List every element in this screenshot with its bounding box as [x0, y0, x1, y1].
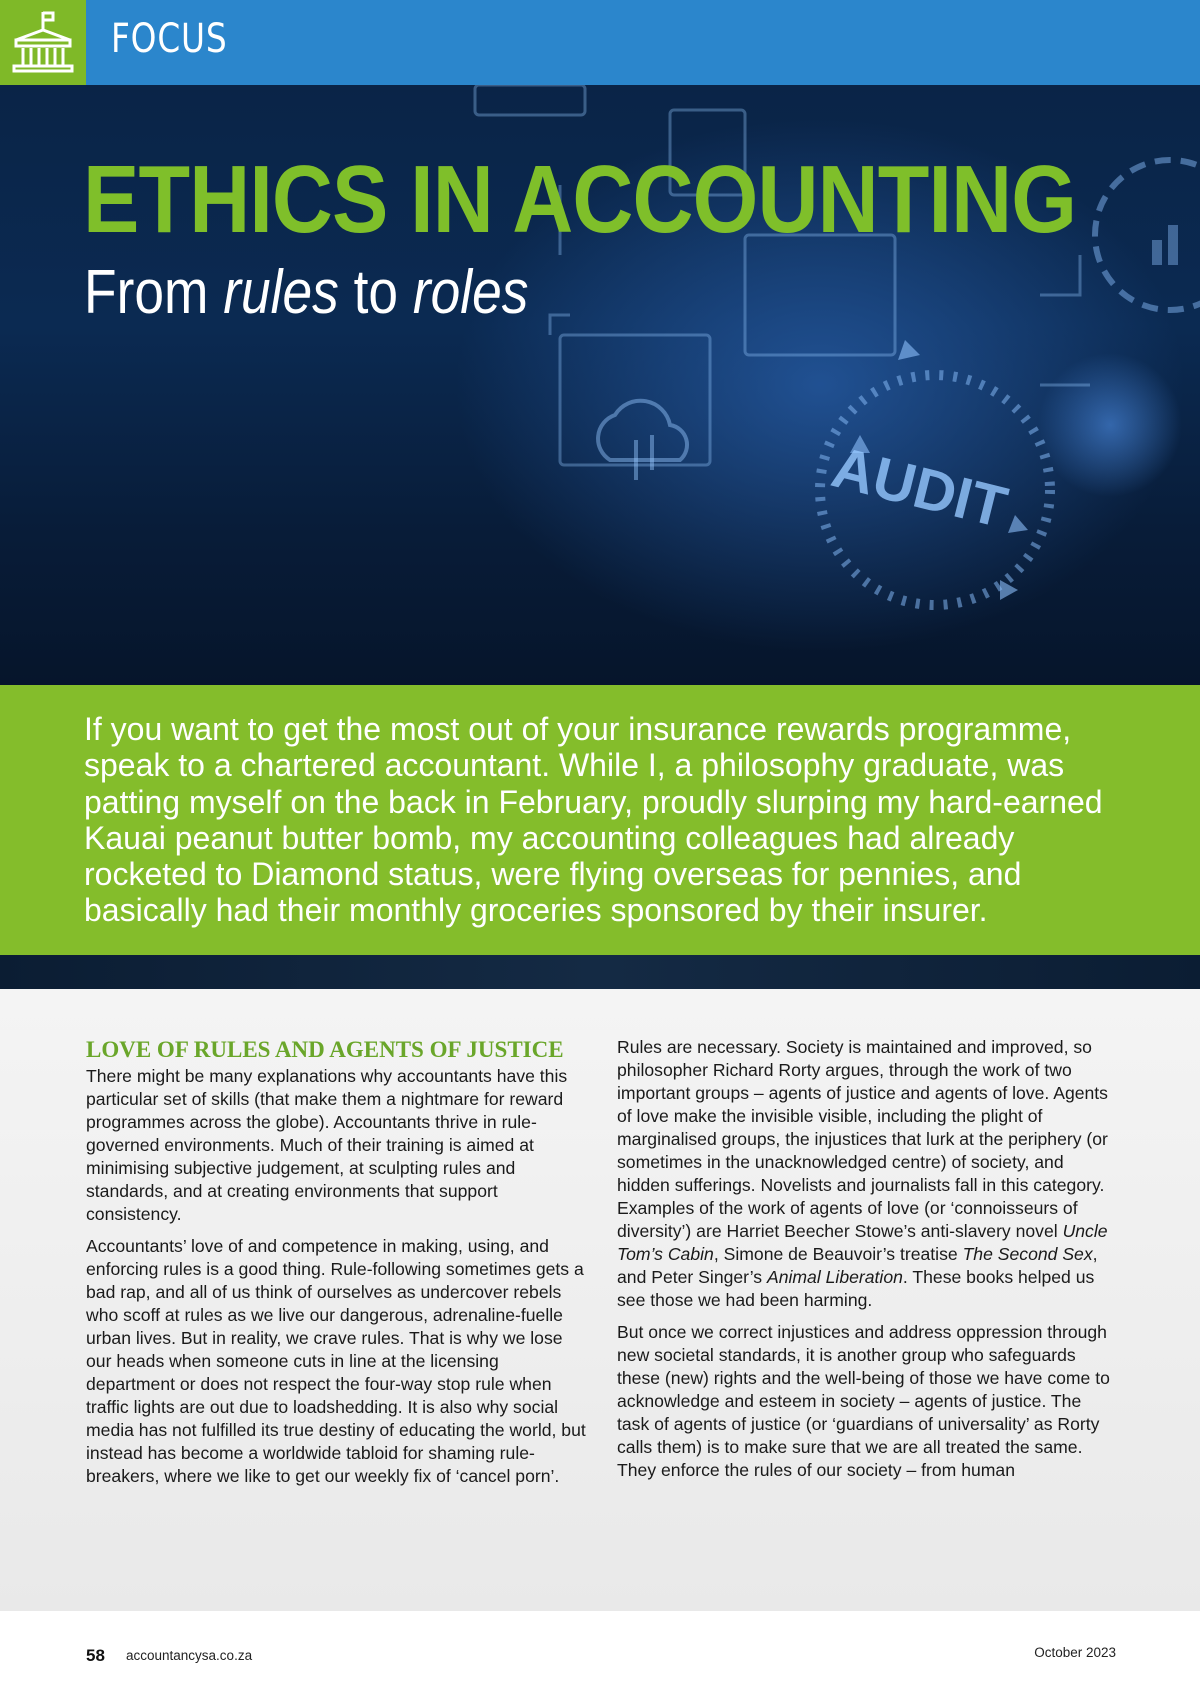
- paragraph: Accountants’ love of and competence in making, using, and enforcing rules is a good thing. Rule-following sometimes gets a bad rap, and all of us think of ourselves as undercover rebels who scoff at rules as we live our dangerous, adrenaline-fuelle urban lives. But in reality, we crave rules. That is why we lose our heads when someone cuts in line at the licensing department or does not respect the four-way stop rule when traffic lights are out due to loadshedding. It is also why social media has not fulfilled its true destiny of educating the world, but instead has become a worldwide tabloid for shaming rule-breakers, where we like to get our weekly fix of ‘cancel porn’.: [86, 1236, 586, 1486]
- article-subtitle: From rules to roles: [84, 258, 529, 327]
- section-icon-box: [0, 0, 86, 85]
- page-footer: [0, 1611, 1200, 1696]
- book-title: The Second Sex: [962, 1244, 1093, 1264]
- book-title: Animal Liberation: [766, 1267, 903, 1287]
- website-link[interactable]: accountancysa.co.za: [126, 1648, 253, 1663]
- audit-label: AUDIT: [825, 434, 1014, 541]
- book-title: Uncle Tom’s Cabin: [617, 1221, 1108, 1264]
- paragraph: There might be many explanations why accountants have this particular set of skills (that make them a nightmare for reward programmes across the globe). Accountants thrive in rule-governed environments. Much of their training is aimed at minimising subjective judgement, at sculpting rules and standards, and at creating environments that support consistency.: [86, 1066, 568, 1224]
- article-column-left: [86, 1036, 586, 1497]
- paragraph: But once we correct injustices and address oppression through new societal standards, it is another group who safeguards these (new) rights and the well-being of those we have come to acknowledge and esteem in society – agents of justice. The task of agents of justice (or ‘guardians of universality’ as Rorty calls them) is to make sure that we are all treated the same. They enforce the rules of our society – from human: [617, 1322, 1110, 1480]
- hero-image: [0, 85, 1200, 685]
- page-number: 58: [86, 1646, 105, 1665]
- image-strip: [0, 955, 1200, 989]
- section-heading: LOVE OF RULES AND AGENTS OF JUSTICE: [86, 1037, 564, 1062]
- intro-text: If you want to get the most out of your insurance rewards programme, speak to a chartered accountant. While I, a philosophy graduate, was patting myself on the back in February, proudly slurping my hard-earned Kauai peanut butter bomb, my accounting colleagues had already rocketed to Diamond status, were flying overseas for pennies, and basically had their monthly groceries sponsored by their insurer.: [84, 711, 1103, 929]
- section-header-bar: [0, 0, 1200, 85]
- article-title: ETHICS IN ACCOUNTING: [83, 146, 1077, 253]
- building-flag-icon: [12, 10, 74, 74]
- issue-date: October 2023: [1034, 1645, 1116, 1660]
- article-column-right: [617, 1036, 1117, 1491]
- paragraph: Rules are necessary. Society is maintained and improved, so philosopher Richard Rorty argues, through the work of two important groups – agents of justice and agents of love. Agents of love make the invisible visible, including the plight of marginalised groups, the injustices that lurk at the periphery (or sometimes in the unacknowledged centre) of society, and hidden sufferings. Novelists and journalists fall in this category. Examples of the work of agents of love (or ‘connoisseurs of diversity’) are Harriet Beecher Stowe’s anti-slavery novel Uncle Tom’s Cabin, Simone de Beauvoir’s treatise The Second Sex, and Peter Singer’s Animal Liberation. These books helped us see those we had been harming.: [617, 1037, 1108, 1310]
- intro-panel: [0, 685, 1200, 955]
- section-label: FOCUS: [111, 16, 228, 62]
